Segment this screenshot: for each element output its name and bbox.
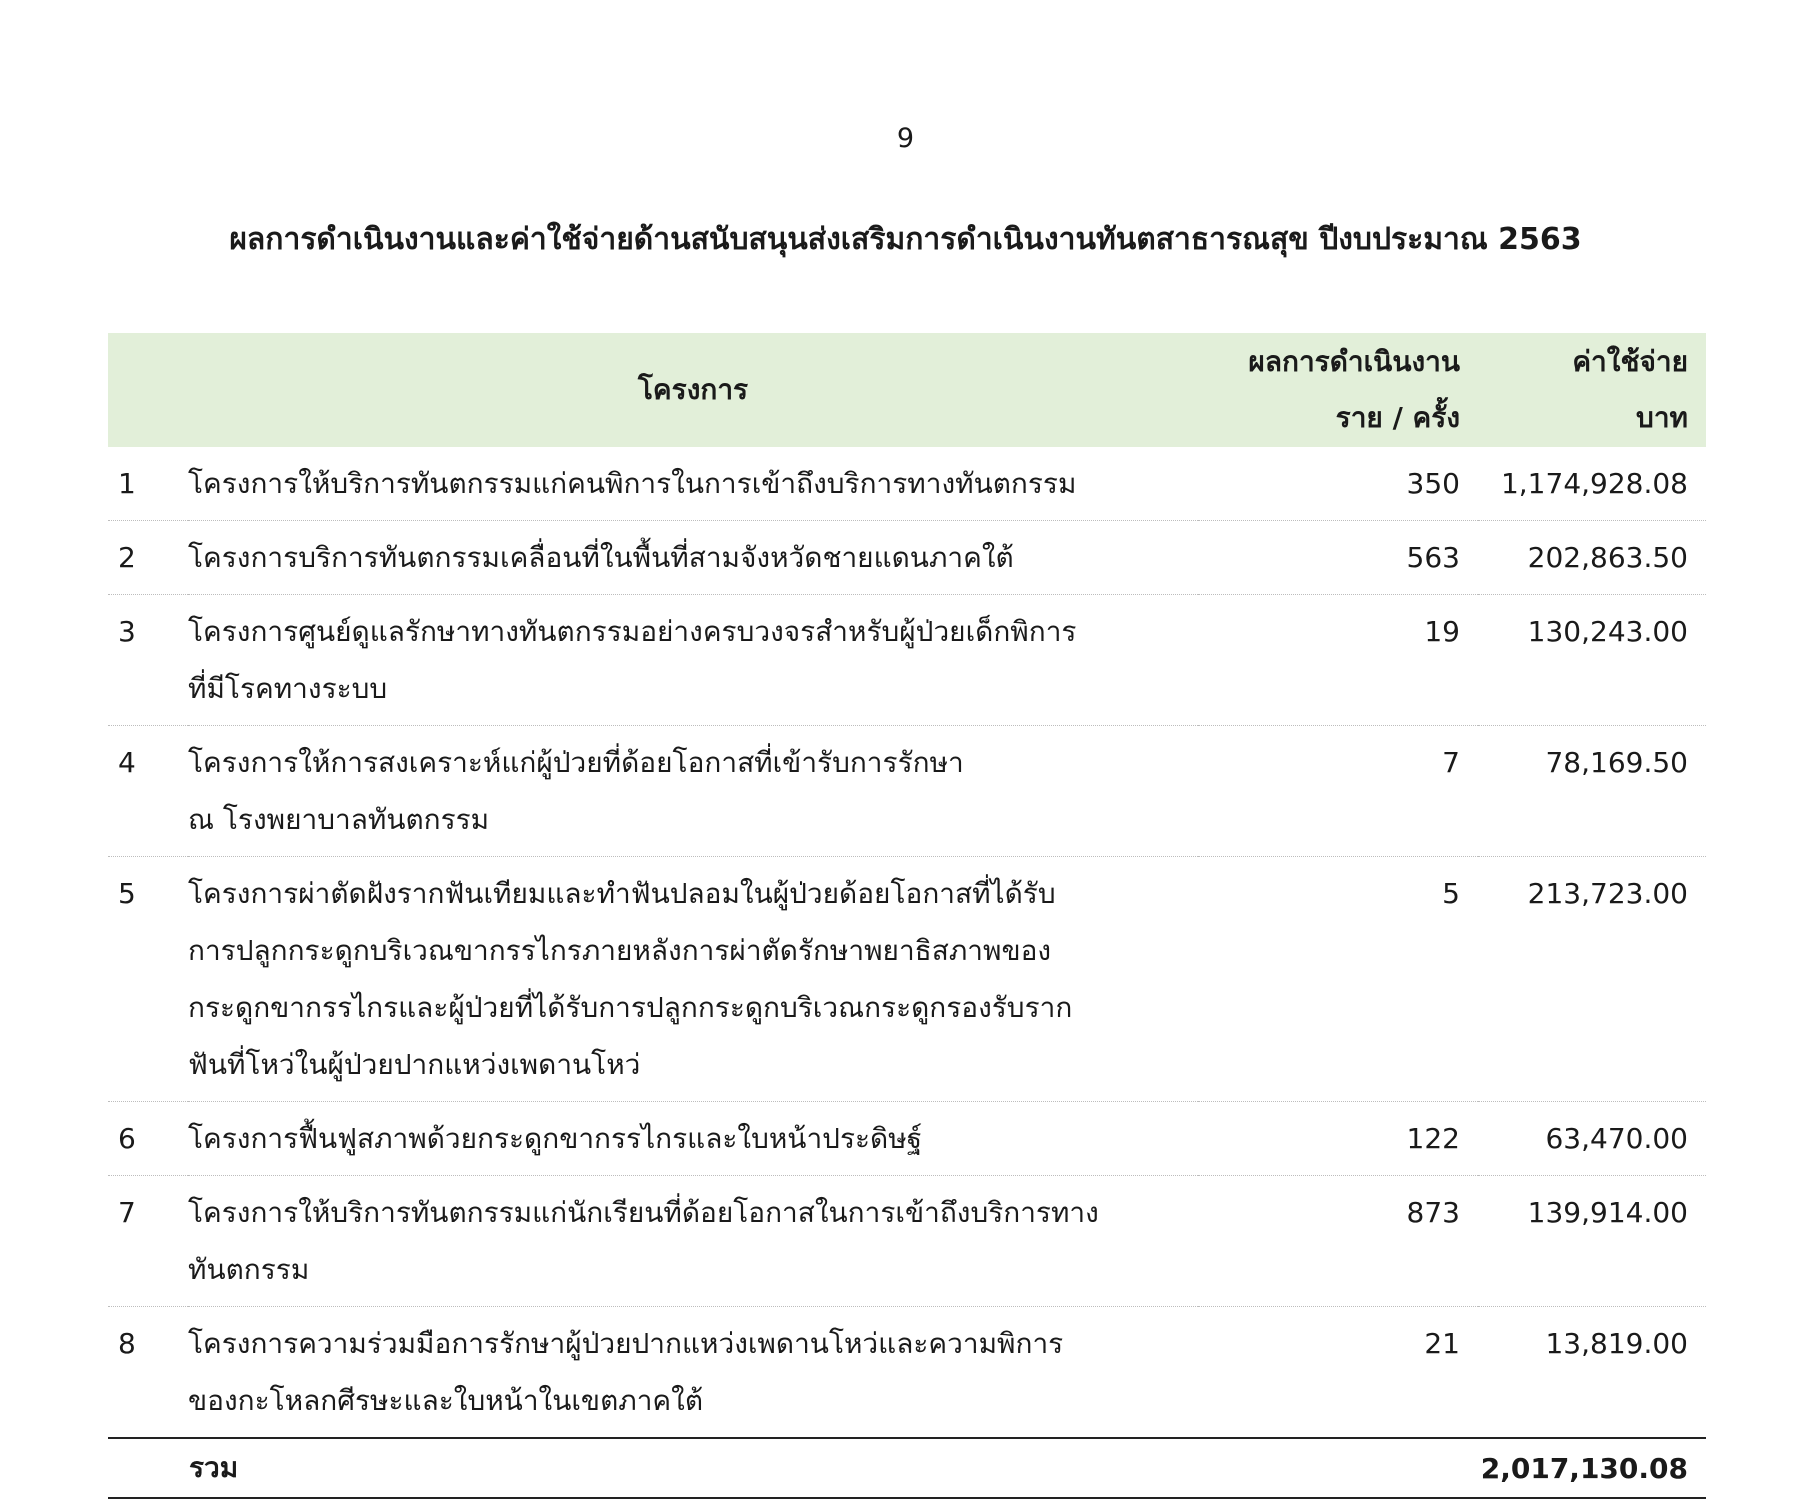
row-project-name xyxy=(188,857,1198,1102)
project-name-line: โครงการให้บริการทันตกรรมแก่คนพิการในการเข้าถึงบริการทางทันตกรรม xyxy=(188,467,1077,500)
page-number: 9 xyxy=(896,123,915,154)
header-cost-line2: บาท xyxy=(1636,401,1688,434)
row-cost: 139,914.00 xyxy=(1478,1176,1706,1307)
row-cost: 78,169.50 xyxy=(1478,726,1706,857)
header-number xyxy=(108,333,188,447)
row-number: 6 xyxy=(108,1102,188,1176)
row-project-name xyxy=(188,726,1198,857)
projects-table xyxy=(108,333,1706,1499)
project-name-line: ของกะโหลกศีรษะและใบหน้าในเขตภาคใต้ xyxy=(188,1384,704,1417)
row-cost: 13,819.00 xyxy=(1478,1307,1706,1439)
header-cost xyxy=(1478,333,1706,447)
row-project-name xyxy=(188,447,1198,521)
row-project-name xyxy=(188,595,1198,726)
project-name-line: โครงการฟื้นฟูสภาพด้วยกระดูกขากรรไกรและใบหน้าประดิษฐ์ xyxy=(188,1122,923,1155)
table-row xyxy=(108,1307,1706,1439)
row-result: 21 xyxy=(1198,1307,1478,1439)
table-row xyxy=(108,447,1706,521)
project-name-line: โครงการให้การสงเคราะห์แก่ผู้ป่วยที่ด้อยโอกาสที่เข้ารับการรักษา xyxy=(188,746,964,779)
project-name-line: โครงการความร่วมมือการรักษาผู้ป่วยปากแหว่งเพดานโหว่และความพิการ xyxy=(188,1327,1064,1360)
row-number: 4 xyxy=(108,726,188,857)
header-result-line2: ราย / ครั้ง xyxy=(1335,401,1460,434)
row-number: 2 xyxy=(108,521,188,595)
row-result: 563 xyxy=(1198,521,1478,595)
row-project-name xyxy=(188,1307,1198,1439)
row-result: 350 xyxy=(1198,447,1478,521)
row-cost: 213,723.00 xyxy=(1478,857,1706,1102)
project-name-line: โครงการศูนย์ดูแลรักษาทางทันตกรรมอย่างครบวงจรสำหรับผู้ป่วยเด็กพิการ xyxy=(188,615,1077,648)
total-spacer xyxy=(108,1438,188,1498)
header-result-line1: ผลการดำเนินงาน xyxy=(1248,345,1460,378)
project-name-line: ที่มีโรคทางระบบ xyxy=(188,672,388,705)
total-cost: 2,017,130.08 xyxy=(1478,1438,1706,1498)
row-result: 122 xyxy=(1198,1102,1478,1176)
row-project-name xyxy=(188,1102,1198,1176)
row-cost: 63,470.00 xyxy=(1478,1102,1706,1176)
project-name-line: ฟันที่โหว่ในผู้ป่วยปากแหว่งเพดานโหว่ xyxy=(188,1048,641,1081)
row-number: 1 xyxy=(108,447,188,521)
header-cost-line1: ค่าใช้จ่าย xyxy=(1572,345,1688,378)
project-name-line: โครงการให้บริการทันตกรรมแก่นักเรียนที่ด้อยโอกาสในการเข้าถึงบริการทาง xyxy=(188,1196,1099,1229)
row-project-name xyxy=(188,521,1198,595)
row-cost: 130,243.00 xyxy=(1478,595,1706,726)
project-name-line: กระดูกขากรรไกรและผู้ป่วยที่ได้รับการปลูกกระดูกบริเวณกระดูกรองรับราก xyxy=(188,991,1073,1024)
row-number: 7 xyxy=(108,1176,188,1307)
project-name-line: โครงการผ่าตัดฝังรากฟันเทียมและทำฟันปลอมในผู้ป่วยด้อยโอกาสที่ได้รับ xyxy=(188,877,1056,910)
row-cost: 1,174,928.08 xyxy=(1478,447,1706,521)
row-number: 3 xyxy=(108,595,188,726)
row-result: 5 xyxy=(1198,857,1478,1102)
row-result: 873 xyxy=(1198,1176,1478,1307)
project-name-line: โครงการบริการทันตกรรมเคลื่อนที่ในพื้นที่สามจังหวัดชายแดนภาคใต้ xyxy=(188,541,1014,574)
header-project: โครงการ xyxy=(637,373,749,406)
row-result: 7 xyxy=(1198,726,1478,857)
project-name-line: ณ โรงพยาบาลทันตกรรม xyxy=(188,803,490,836)
table-row xyxy=(108,595,1706,726)
project-name-line: การปลูกกระดูกบริเวณขากรรไกรภายหลังการผ่าตัดรักษาพยาธิสภาพของ xyxy=(188,934,1052,967)
document-title: ผลการดำเนินงานและค่าใช้จ่ายด้านสนับสนุนส่งเสริมการดำเนินงานทันตสาธารณสุข ปีงบประมาณ 2563 xyxy=(229,222,1582,257)
row-number: 5 xyxy=(108,857,188,1102)
table-header-row xyxy=(108,333,1706,447)
total-label: รวม xyxy=(188,1438,1198,1498)
row-result: 19 xyxy=(1198,595,1478,726)
total-row xyxy=(108,1438,1706,1498)
table-row xyxy=(108,1102,1706,1176)
header-result xyxy=(1198,333,1478,447)
row-number: 8 xyxy=(108,1307,188,1439)
table-row xyxy=(108,726,1706,857)
row-project-name xyxy=(188,1176,1198,1307)
total-result xyxy=(1198,1438,1478,1498)
project-name-line: ทันตกรรม xyxy=(188,1253,310,1286)
table-row xyxy=(108,1176,1706,1307)
table-body xyxy=(108,447,1706,1438)
row-cost: 202,863.50 xyxy=(1478,521,1706,595)
table-row xyxy=(108,857,1706,1102)
table-row xyxy=(108,521,1706,595)
